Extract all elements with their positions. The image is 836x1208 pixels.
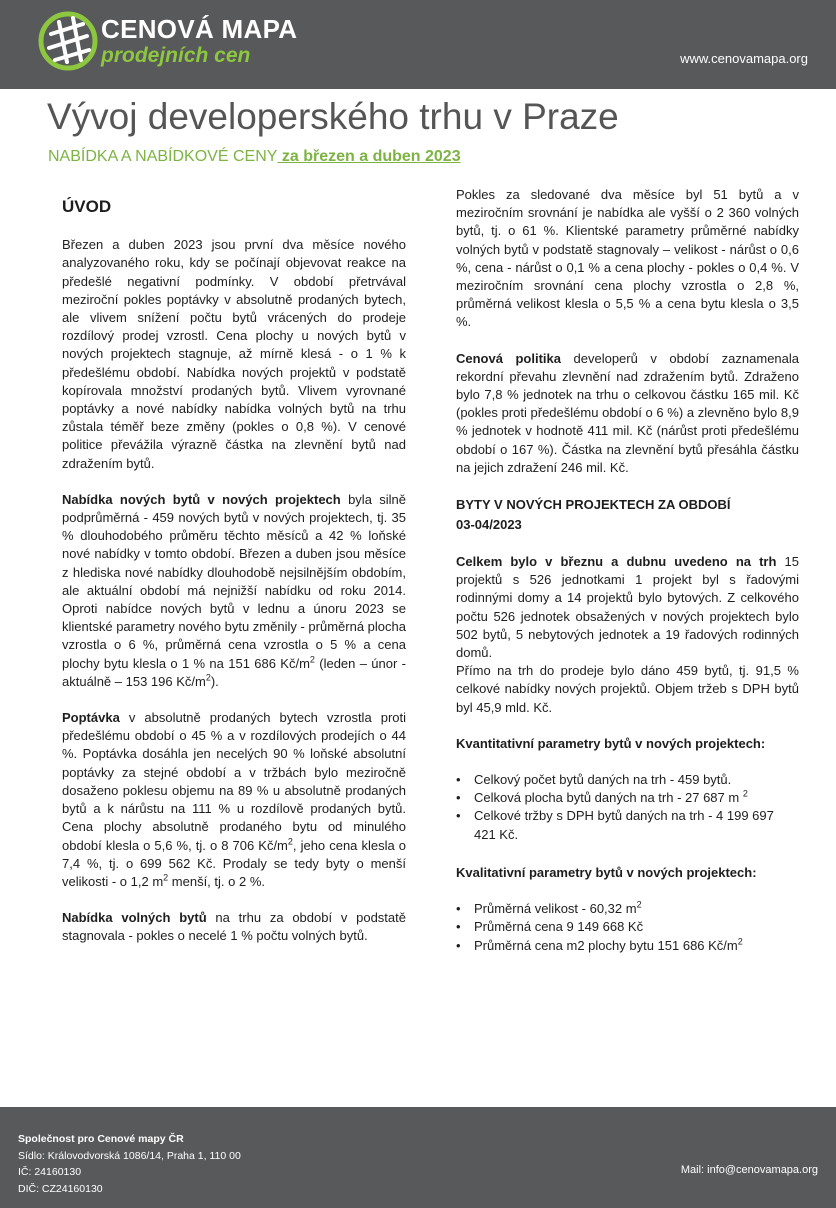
price-policy-text: developerů v období zaznamenala rekordní převahu zlevnění nad zdražením bytů. Zdraženo bylo 7,8 % jednotek na trhu o celkovou částku 165 mil. Kč (pokles proti předešlému období o 6 %) a zlevněno bylo 8,9 % jednotek v hodnotě 411 mil. Kč (nárůst proti předešlému období o 167 %). Částka na zlevnění bytů přesáhla částku na jejich zdražení 246 mil. Kč. — [456, 350, 800, 475]
list-item — [456, 900, 799, 918]
new-offer-lead: Nabídka nových bytů v nových projektech — [62, 491, 341, 507]
intro-paragraph: Březen a duben 2023 jsou první dva měsíce nového analyzovaného roku, kdy se počínají objevovat reakce na předešlé negativní podmínky. V období přetrvával meziroční pokles poptávky v absolutně prodaných bytech, ale vlivem snížení počtu bytů vrácených do prodeje rozdílový prodej vzrostl. Cena plochy u nových bytů v nových projektech stagnuje, až mírně klesá - o 1 % k předešlému období. Nabídka nových projektů v podstatě kopírovala množství prodaných bytů. Vlivem vyrovnané poptávky a nové nabídky nabídka volných bytů na trhu zůstala téměř beze změny (pokles o 0,8 %). V cenové politice převážila výrazně částka na zlevnění bytů nad zdražením bytů. — [62, 237, 406, 471]
globe-grid-icon — [37, 10, 99, 72]
list-item — [456, 918, 799, 936]
total-lead: Celkem bylo v březnu a dubnu uvedeno na trh — [456, 554, 777, 570]
free-flats-paragraph — [62, 909, 406, 945]
new-offer-text: (leden – únor - aktuálně – 153 196 Kč/m — [62, 655, 406, 689]
demand-text: , jeho cena klesla o 7,4 %, tj. o 699 562 Kč. Prodaly se tedy byty o menší velikosti - o 1,2 m — [62, 837, 406, 889]
superscript: 2 — [163, 872, 169, 883]
superscript: 2 — [737, 936, 743, 947]
list-item-text: Celkové tržby s DPH bytů daných na trh - 4 199 697 421 Kč. — [474, 808, 774, 842]
quantitative-heading: Kvantitativní parametry bytů v nových projektech: — [456, 735, 766, 751]
demand-paragraph — [62, 709, 406, 891]
section-heading-line: BYTY V NOVÝCH PROJEKTECH ZA OBDOBÍ — [456, 497, 731, 513]
company-info — [18, 1131, 241, 1197]
list-item — [456, 789, 799, 807]
page-title: Vývoj developerského trhu v Praze — [47, 96, 619, 137]
list-item — [456, 807, 799, 843]
list-item — [456, 937, 799, 955]
list-item-text: Celková plocha bytů daných na trh - 27 687 m — [474, 790, 740, 806]
company-address: Sídlo: Královodvorská 1086/14, Praha 1, 110 00 — [18, 1149, 241, 1162]
list-item-text: Průměrná velikost - 60,32 m — [474, 901, 637, 917]
list-item — [456, 771, 799, 789]
price-policy-paragraph — [456, 350, 799, 477]
superscript: 2 — [309, 654, 315, 665]
header-bar — [0, 0, 836, 89]
left-column — [62, 198, 406, 964]
superscript: 2 — [742, 788, 748, 799]
company-ico: IČ: 24160130 — [18, 1166, 82, 1178]
superscript: 2 — [636, 899, 642, 910]
section-heading — [456, 495, 799, 535]
company-name: Společnost pro Cenové mapy ČR — [18, 1133, 184, 1145]
demand-text: v absolutně prodaných bytech vzrostla proti předešlému období o 45 % a v rozdílových prodejích o 44 %. Poptávka dosáhla jen necelých 90 % loňské absolutní poptávky za stejné období a v tržbách bylo meziročně dosaženo poklesu objemu na 89 % u absolutně prodaných bytů a k nárůstu na 111 % u rozdílově prodaných bytů. Cena plochy absolutně prodaného bytu od minulého období klesla o 5,6 %, tj. o 8 706 Kč/m — [62, 710, 406, 853]
section-heading-period: 03-04/2023 — [456, 517, 522, 533]
new-offer-paragraph — [62, 491, 406, 691]
website-link[interactable]: www.cenovamapa.org — [680, 51, 808, 66]
total-text: 15 projektů s 526 jednotkami 1 projekt byl s řadovými rodinnými domy a 14 projektů bylo bytových. Z celkového počtu 526 jednotek obsažených v nových projektech bylo 502 bytů, 5 nebytových jednotek a 19 řadových rodinných domů. — [456, 554, 799, 661]
price-policy-lead: Cenová politika — [456, 350, 561, 366]
subtitle-period: za březen a duben 2023 — [277, 148, 461, 165]
superscript: 2 — [287, 836, 293, 847]
superscript: 2 — [205, 672, 211, 683]
right-column — [456, 186, 799, 975]
direct-sale-paragraph: Přímo na trh do prodeje bylo dáno 459 bytů, tj. 91,5 % celkové nabídky nových projektů. Objem tržeb s DPH bytů byl 45,9 mld. Kč. — [456, 663, 799, 715]
free-flats-lead: Nabídka volných bytů — [62, 910, 207, 926]
subtitle-main: NABÍDKA A NABÍDKOVÉ CENY — [48, 148, 278, 165]
total-paragraph — [456, 553, 799, 662]
decline-paragraph: Pokles za sledované dva měsíce byl 51 bytů a v meziročním srovnání je nabídka ale vyšší o 2 360 volných bytů, tj. o 61 %. Klientské parametry průměrné nabídky volných bytů v podstatě stagnovaly – velikost - nárůst o 0,6 %, cena - nárůst o 0,1 % a cena plochy - pokles o 0,4 %. V meziročním srovnání cena plochy vzrostla o 2,8 %, průměrná velikost klesla o 5,5 % a cena bytu klesla o 3,5 %. — [456, 187, 799, 330]
list-item-text: Průměrná cena m2 plochy bytu 151 686 Kč/m — [474, 937, 738, 953]
company-dic: DIČ: CZ24160130 — [18, 1182, 103, 1195]
footer-bar — [0, 1107, 836, 1208]
new-offer-text: byla silně podprůměrná - 459 nových bytů v nových projektech, tj. 35 % dlouhodobého průměru těchto měsíců a 42 % loňské nové nabídky v tomto období. Březen a duben jsou měsíce z hlediska nové nabídky dlouhodobě nejsilnějším obdobím, ale aktuální období má nejnižší nabídku od roku 2014. Oproti nabídce nových bytů v lednu a únoru 2023 se klientské parametry nového bytu změnily - průměrná plocha vzrostla o 6 %, průměrná cena vzrostla o 5 % a cena plochy bytu klesla o 1 % na 151 686 Kč/m — [62, 491, 407, 671]
quantitative-list — [456, 771, 799, 844]
contact-email[interactable]: Mail: info@cenovamapa.org — [680, 1164, 818, 1176]
brand-tagline: prodejních cen — [101, 44, 251, 67]
free-flats-text: na trhu za období v podstatě stagnovala - pokles o necelé 1 % počtu volných bytů. — [62, 910, 406, 944]
qualitative-heading: Kvalitativní parametry bytů v nových projektech: — [456, 864, 757, 880]
qualitative-list — [456, 900, 799, 955]
new-offer-text: ). — [210, 673, 219, 689]
brand-name: CENOVÁ MAPA — [101, 14, 298, 44]
intro-heading: ÚVOD — [62, 197, 112, 216]
demand-lead: Poptávka — [62, 710, 120, 726]
page-subtitle — [48, 148, 461, 166]
list-item-text: Celkový počet bytů daných na trh - 459 bytů. — [474, 772, 732, 788]
list-item-text: Průměrná cena 9 149 668 Kč — [474, 919, 644, 935]
demand-text: menší, tj. o 2 %. — [168, 873, 265, 889]
